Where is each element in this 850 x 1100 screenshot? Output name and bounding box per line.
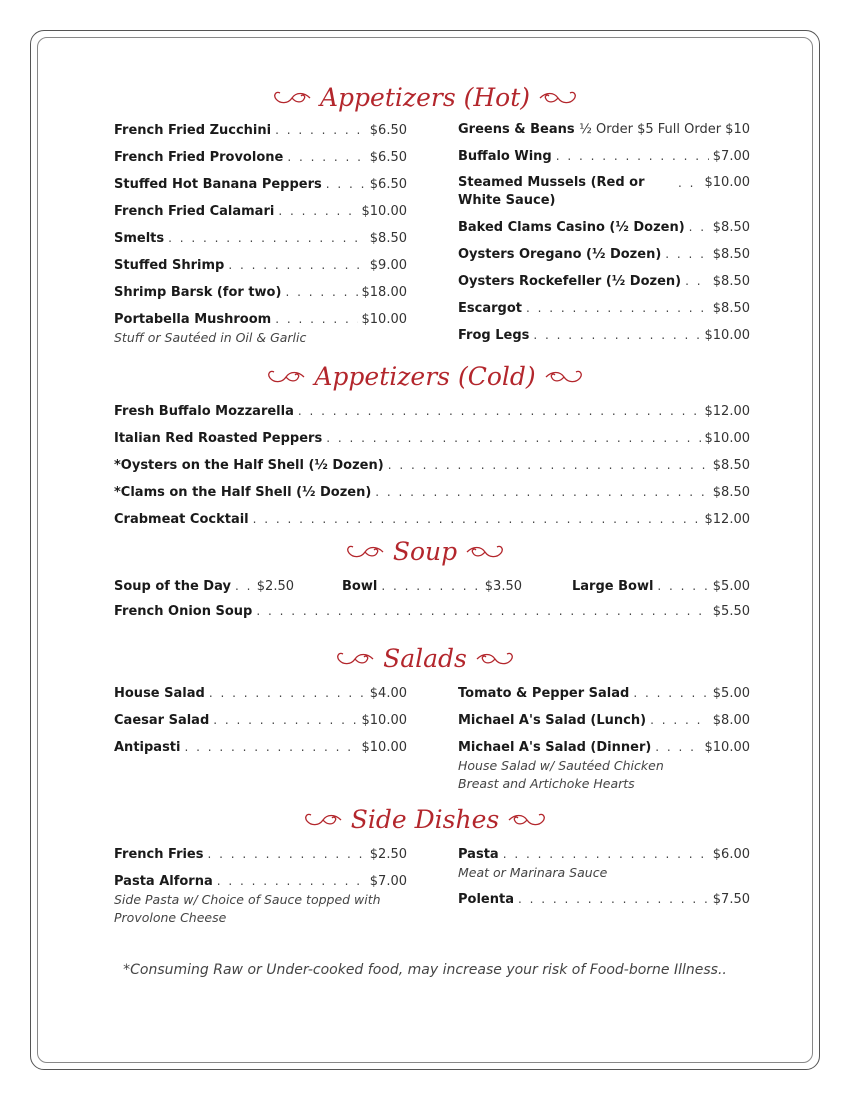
flourish-left-icon xyxy=(301,810,343,830)
flourish-left-icon xyxy=(343,542,385,562)
item-price: $10.00 xyxy=(361,204,407,219)
heading-soup xyxy=(0,536,850,568)
item-price: $7.50 xyxy=(712,892,750,907)
menu-item xyxy=(114,711,407,730)
item-price: $5.00 xyxy=(712,686,750,701)
menu-item xyxy=(458,326,750,345)
item-name: Buffalo Wing xyxy=(458,149,552,164)
item-name: Pasta xyxy=(458,847,499,862)
item-price: $10.00 xyxy=(361,713,407,728)
item-name: House Salad xyxy=(114,686,205,701)
item-name: Michael A's Salad (Lunch) xyxy=(458,713,647,728)
heading-side-dishes xyxy=(0,804,850,836)
menu-item xyxy=(458,272,750,291)
menu-item xyxy=(458,218,750,237)
menu-item xyxy=(114,577,294,596)
flourish-right-icon xyxy=(475,649,517,669)
flourish-right-icon xyxy=(538,88,580,108)
item-name: Antipasti xyxy=(114,740,181,755)
cold-column xyxy=(114,402,750,537)
heading-appetizers-cold xyxy=(0,361,850,393)
item-price: $8.50 xyxy=(712,301,750,316)
item-price: $6.50 xyxy=(369,177,407,192)
item-price: $8.50 xyxy=(712,458,750,473)
item-name: Oysters Oregano (½ Dozen) xyxy=(458,247,662,262)
item-price: $10.00 xyxy=(704,740,750,755)
item-name: Caesar Salad xyxy=(114,713,210,728)
item-name: Crabmeat Cocktail xyxy=(114,512,249,527)
soup-column xyxy=(114,602,750,629)
item-price: $10.00 xyxy=(704,328,750,343)
item-name: Italian Red Roasted Peppers xyxy=(114,431,323,446)
sides-right-column xyxy=(458,845,750,917)
item-name: Polenta xyxy=(458,892,514,907)
menu-item xyxy=(458,147,750,166)
menu-item xyxy=(114,229,407,248)
soup-sizes-row xyxy=(114,577,750,596)
menu-item xyxy=(114,483,750,502)
item-price: $3.50 xyxy=(484,579,522,594)
menu-item xyxy=(114,148,407,167)
heading-appetizers-hot xyxy=(0,82,850,114)
flourish-right-icon xyxy=(507,810,549,830)
item-price: $12.00 xyxy=(704,512,750,527)
item-name: Soup of the Day xyxy=(114,579,231,594)
item-price: $4.00 xyxy=(369,686,407,701)
menu-item xyxy=(114,310,407,347)
item-name: Frog Legs xyxy=(458,328,530,343)
item-name: Pasta Alforna xyxy=(114,874,213,889)
section-title: Appetizers (Hot) xyxy=(320,83,530,112)
item-price: $10.00 xyxy=(361,312,407,327)
menu-item xyxy=(458,121,750,139)
item-name: Fresh Buffalo Mozzarella xyxy=(114,404,294,419)
menu-item xyxy=(458,845,750,882)
section-title: Soup xyxy=(392,537,458,566)
menu-item xyxy=(114,456,750,475)
menu-item xyxy=(114,738,407,757)
item-price: $12.00 xyxy=(704,404,750,419)
item-name: Oysters Rockefeller (½ Dozen) xyxy=(458,274,682,289)
item-description: Stuff or Sautéed in Oil & Garlic xyxy=(114,330,307,345)
item-price: $7.00 xyxy=(712,149,750,164)
menu-item xyxy=(458,174,750,210)
sides-left-column xyxy=(114,845,407,935)
item-name: French Onion Soup xyxy=(114,604,253,619)
flourish-left-icon xyxy=(333,649,375,669)
item-price: $18.00 xyxy=(361,285,407,300)
menu-item xyxy=(114,121,407,140)
menu-item xyxy=(458,684,750,703)
menu-item xyxy=(342,577,522,596)
item-name: *Clams on the Half Shell (½ Dozen) xyxy=(114,485,372,500)
item-name: French Fried Provolone xyxy=(114,150,284,165)
flourish-left-icon xyxy=(270,88,312,108)
menu-item xyxy=(114,402,750,421)
item-name: Stuffed Hot Banana Peppers xyxy=(114,177,322,192)
item-name: Greens & Beans xyxy=(458,122,575,137)
menu-item xyxy=(572,577,750,596)
item-name: French Fried Zucchini xyxy=(114,123,272,138)
menu-item xyxy=(114,872,407,927)
item-price: $6.50 xyxy=(369,123,407,138)
menu-item xyxy=(114,283,407,302)
item-price: $8.00 xyxy=(712,713,750,728)
item-price: $7.00 xyxy=(369,874,407,889)
heading-salads xyxy=(0,643,850,675)
menu-item xyxy=(114,602,750,621)
menu-item xyxy=(458,299,750,318)
flourish-left-icon xyxy=(264,367,306,387)
item-name: *Oysters on the Half Shell (½ Dozen) xyxy=(114,458,384,473)
item-name: Large Bowl xyxy=(572,579,654,594)
menu-item xyxy=(114,429,750,448)
item-price: ½ Order $5 Full Order $10 xyxy=(579,122,750,137)
menu-item xyxy=(458,245,750,264)
hot-left-column xyxy=(114,121,407,355)
menu-item xyxy=(114,510,750,529)
item-price: $2.50 xyxy=(369,847,407,862)
item-price: $2.50 xyxy=(256,579,294,594)
item-price: $10.00 xyxy=(704,431,750,446)
item-price: $5.00 xyxy=(712,579,750,594)
item-name: Portabella Mushroom xyxy=(114,312,272,327)
food-safety-disclaimer: *Consuming Raw or Under-cooked food, may increase your risk of Food-borne Illness.. xyxy=(123,962,727,978)
hot-right-column xyxy=(458,121,750,353)
item-price: $8.50 xyxy=(712,485,750,500)
item-price: $6.00 xyxy=(712,847,750,862)
menu-item xyxy=(458,890,750,909)
item-price: $9.00 xyxy=(369,258,407,273)
item-name: Tomato & Pepper Salad xyxy=(458,686,630,701)
item-price: $10.00 xyxy=(361,740,407,755)
menu-item xyxy=(458,738,750,793)
item-name: Bowl xyxy=(342,579,378,594)
item-price: $10.00 xyxy=(704,175,750,190)
menu-item xyxy=(114,202,407,221)
item-description: Meat or Marinara Sauce xyxy=(458,865,608,880)
item-price: $8.50 xyxy=(712,247,750,262)
item-price: $8.50 xyxy=(712,220,750,235)
item-price: $8.50 xyxy=(369,231,407,246)
item-name: Shrimp Barsk (for two) xyxy=(114,285,282,300)
item-name: Michael A's Salad (Dinner) xyxy=(458,740,652,755)
item-name: Escargot xyxy=(458,301,522,316)
item-name: Steamed Mussels (Red or White Sauce) xyxy=(458,175,645,208)
item-price: $6.50 xyxy=(369,150,407,165)
item-name: Baked Clams Casino (½ Dozen) xyxy=(458,220,685,235)
flourish-right-icon xyxy=(544,367,586,387)
section-title: Salads xyxy=(383,644,467,673)
menu-item xyxy=(114,684,407,703)
section-title: Appetizers (Cold) xyxy=(314,362,536,391)
item-name: French Fries xyxy=(114,847,204,862)
salads-left-column xyxy=(114,684,407,765)
item-name: Stuffed Shrimp xyxy=(114,258,225,273)
section-title: Side Dishes xyxy=(350,805,500,834)
menu-item xyxy=(458,711,750,730)
menu-item xyxy=(114,175,407,194)
item-description: House Salad w/ Sautéed Chicken Breast and Artichoke Hearts xyxy=(458,758,664,791)
item-name: French Fried Calamari xyxy=(114,204,275,219)
menu-item xyxy=(114,256,407,275)
item-name: Smelts xyxy=(114,231,165,246)
item-description: Side Pasta w/ Choice of Sauce topped with Provolone Cheese xyxy=(114,892,381,925)
item-price: $8.50 xyxy=(712,274,750,289)
salads-right-column xyxy=(458,684,750,801)
item-price: $5.50 xyxy=(712,604,750,619)
flourish-right-icon xyxy=(465,542,507,562)
menu-item xyxy=(114,845,407,864)
